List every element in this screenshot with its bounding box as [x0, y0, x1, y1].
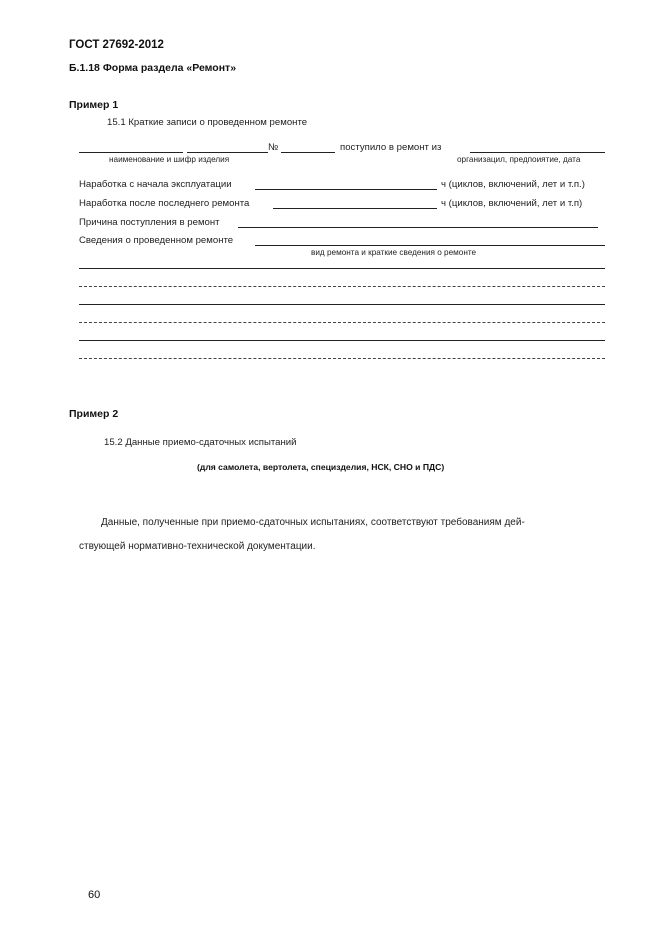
product-name-blank — [79, 152, 183, 153]
repair-reason-label: Причина поступления в ремонт — [79, 217, 220, 228]
example-1-title: Пример 1 — [69, 99, 119, 111]
ruled-line — [79, 340, 605, 341]
operating-since-repair-blank — [273, 208, 437, 209]
paragraph-line-2: ствующей нормативно-технической документации. — [79, 541, 316, 552]
number-sign: № — [268, 142, 279, 153]
operating-since-start-units: ч (циклов, включений, лет и т.п.) — [441, 179, 585, 190]
operating-since-start-label: Наработка с начала эксплуатации — [79, 179, 232, 190]
organization-blank — [470, 152, 605, 153]
operating-since-repair-units: ч (циклов, включений, лет и т.п) — [441, 198, 583, 209]
ruled-line — [79, 268, 605, 269]
ruled-line — [79, 358, 605, 359]
paragraph-line-1: Данные, полученные при приемо-сдаточных испытаниях, соответствуют требованиям дей- — [101, 517, 525, 528]
serial-number-blank — [281, 152, 335, 153]
example-1-heading: 15.1 Краткие записи о проведенном ремонте — [107, 117, 308, 128]
product-code-blank — [187, 152, 268, 153]
ruled-line — [79, 286, 605, 287]
ruled-line — [79, 322, 605, 323]
repair-details-label: Сведения о проведенном ремонте — [79, 235, 234, 246]
page-number: 60 — [88, 889, 101, 901]
operating-since-repair-label: Наработка после последнего ремонта — [79, 198, 250, 209]
arrived-for-repair-label: поступило в ремонт из — [340, 142, 442, 153]
standard-designation: ГОСТ 27692-2012 — [69, 39, 164, 51]
repair-reason-blank — [238, 227, 598, 228]
organization-caption: организацил, предпоиятие, дата — [457, 155, 581, 164]
product-caption: наименование и шифр изделия — [109, 155, 230, 164]
section-title: Б.1.18 Форма раздела «Ремонт» — [69, 62, 237, 74]
operating-since-start-blank — [255, 189, 437, 190]
example-2-heading: 15.2 Данные приемо-сдаточных испытаний — [104, 437, 297, 448]
repair-details-blank — [255, 245, 605, 246]
example-2-title: Пример 2 — [69, 408, 119, 420]
example-2-subheading: (для самолета, вертолета, специзделия, НСК, СНО и ПДС) — [197, 462, 445, 472]
ruled-line — [79, 304, 605, 305]
repair-details-caption: вид ремонта и краткие сведения о ремонте — [311, 248, 477, 257]
